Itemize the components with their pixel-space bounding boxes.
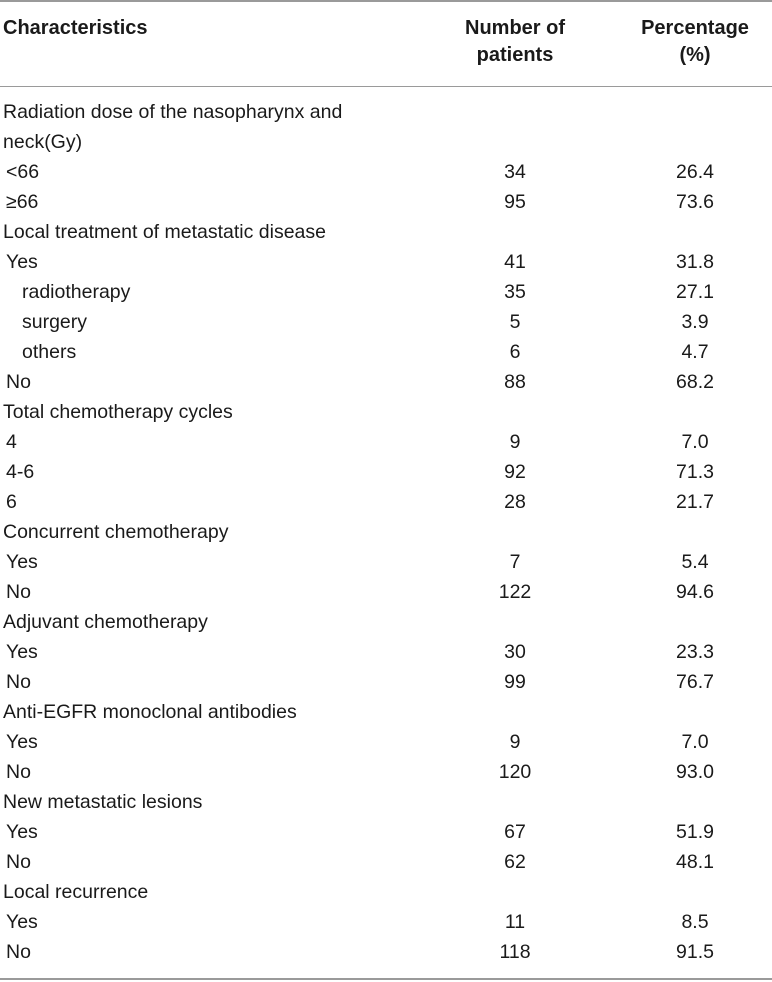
row-label: 4-6: [6, 461, 35, 483]
table-top-rule: [0, 0, 772, 2]
row-label: <66: [6, 161, 40, 183]
row-number: 7: [509, 551, 521, 573]
row-number: 9: [509, 731, 521, 753]
row-label: ≥66: [6, 191, 39, 213]
table-row: [0, 577, 772, 607]
table-row: [0, 877, 772, 907]
table-row: [0, 307, 772, 337]
row-number: 122: [498, 581, 532, 603]
row-label: Local treatment of metastatic disease: [3, 221, 326, 243]
table-body: [0, 97, 772, 967]
table-row: [0, 607, 772, 637]
row-label: New metastatic lesions: [3, 791, 203, 813]
row-number: 5: [509, 311, 521, 333]
row-label: Anti-EGFR monoclonal antibodies: [3, 701, 297, 723]
row-label: Adjuvant chemotherapy: [3, 611, 208, 633]
row-percentage: 71.3: [676, 461, 714, 483]
row-number: 34: [504, 161, 526, 183]
row-percentage: 7.0: [681, 431, 709, 453]
row-number: 95: [504, 191, 526, 213]
row-label: 4: [6, 431, 17, 453]
row-number: 92: [504, 461, 526, 483]
row-percentage: 68.2: [676, 371, 714, 393]
table-bottom-rule: [0, 978, 772, 980]
row-percentage: 5.4: [681, 551, 709, 573]
row-number: 30: [504, 641, 526, 663]
table-row: [0, 337, 772, 367]
table-row: [0, 457, 772, 487]
table-row: [0, 517, 772, 547]
table-row: [0, 487, 772, 517]
table-row: [0, 127, 772, 157]
row-label: radiotherapy: [22, 281, 131, 303]
table-row: [0, 277, 772, 307]
row-percentage: 48.1: [676, 851, 714, 873]
row-label: No: [6, 761, 31, 783]
row-label: Yes: [6, 251, 38, 273]
table-row: [0, 727, 772, 757]
row-label: others: [22, 341, 77, 363]
row-label: No: [6, 851, 31, 873]
table-row: [0, 547, 772, 577]
table-row: [0, 757, 772, 787]
row-percentage: 94.6: [676, 581, 714, 603]
row-label: No: [6, 581, 31, 603]
table-row: [0, 157, 772, 187]
table-row: [0, 697, 772, 727]
row-percentage: 7.0: [681, 731, 709, 753]
row-label: Yes: [6, 911, 38, 933]
table-row: [0, 397, 772, 427]
row-label: Radiation dose of the nasopharynx and: [3, 101, 343, 123]
row-number: 9: [509, 431, 521, 453]
table-row: [0, 637, 772, 667]
header-characteristics: Characteristics: [3, 17, 148, 39]
row-percentage: 27.1: [676, 281, 714, 303]
row-label: Concurrent chemotherapy: [3, 521, 229, 543]
row-number: 6: [509, 341, 521, 363]
row-percentage: 93.0: [676, 761, 714, 783]
row-percentage: 91.5: [676, 941, 714, 963]
row-number: 99: [504, 671, 526, 693]
row-percentage: 4.7: [681, 341, 709, 363]
row-label: Yes: [6, 551, 38, 573]
row-percentage: 8.5: [681, 911, 709, 933]
header-percentage-line1: Percentage: [641, 17, 749, 39]
row-number: 35: [504, 281, 526, 303]
header-divider-rule: [0, 86, 772, 87]
row-percentage: 73.6: [676, 191, 714, 213]
table-row: [0, 427, 772, 457]
table-row: [0, 187, 772, 217]
table-row: [0, 787, 772, 817]
table-row: [0, 847, 772, 877]
row-number: 62: [504, 851, 526, 873]
row-label: Total chemotherapy cycles: [3, 401, 233, 423]
header-number-line2: patients: [476, 44, 554, 66]
row-label: Yes: [6, 641, 38, 663]
row-label: Local recurrence: [3, 881, 149, 903]
row-label: No: [6, 371, 31, 393]
row-number: 120: [498, 761, 532, 783]
table-row: [0, 907, 772, 937]
table-row: [0, 217, 772, 247]
row-percentage: 31.8: [676, 251, 714, 273]
header-percentage: [620, 15, 770, 69]
row-number: 118: [499, 941, 531, 963]
row-number: 88: [504, 371, 526, 393]
row-label: surgery: [22, 311, 88, 333]
table-row: [0, 667, 772, 697]
row-label: No: [6, 941, 31, 963]
row-percentage: 76.7: [676, 671, 714, 693]
table-row: [0, 937, 772, 967]
row-percentage: 21.7: [676, 491, 714, 513]
header-number-line1: Number of: [465, 17, 565, 39]
row-number: 11: [504, 911, 526, 933]
table-row: [0, 817, 772, 847]
row-number: 28: [504, 491, 526, 513]
row-number: 67: [504, 821, 526, 843]
row-label: Yes: [6, 821, 38, 843]
header-number-of-patients: [440, 15, 590, 69]
row-percentage: 23.3: [676, 641, 714, 663]
row-percentage: 26.4: [676, 161, 714, 183]
row-percentage: 3.9: [681, 311, 709, 333]
row-label: No: [6, 671, 31, 693]
row-label: Yes: [6, 731, 38, 753]
row-label: 6: [6, 491, 17, 513]
table-row: [0, 97, 772, 127]
header-percentage-line2: (%): [679, 44, 711, 66]
row-number: 41: [504, 251, 526, 273]
table-row: [0, 367, 772, 397]
table-row: [0, 247, 772, 277]
row-percentage: 51.9: [676, 821, 714, 843]
row-label: neck(Gy): [3, 131, 83, 153]
